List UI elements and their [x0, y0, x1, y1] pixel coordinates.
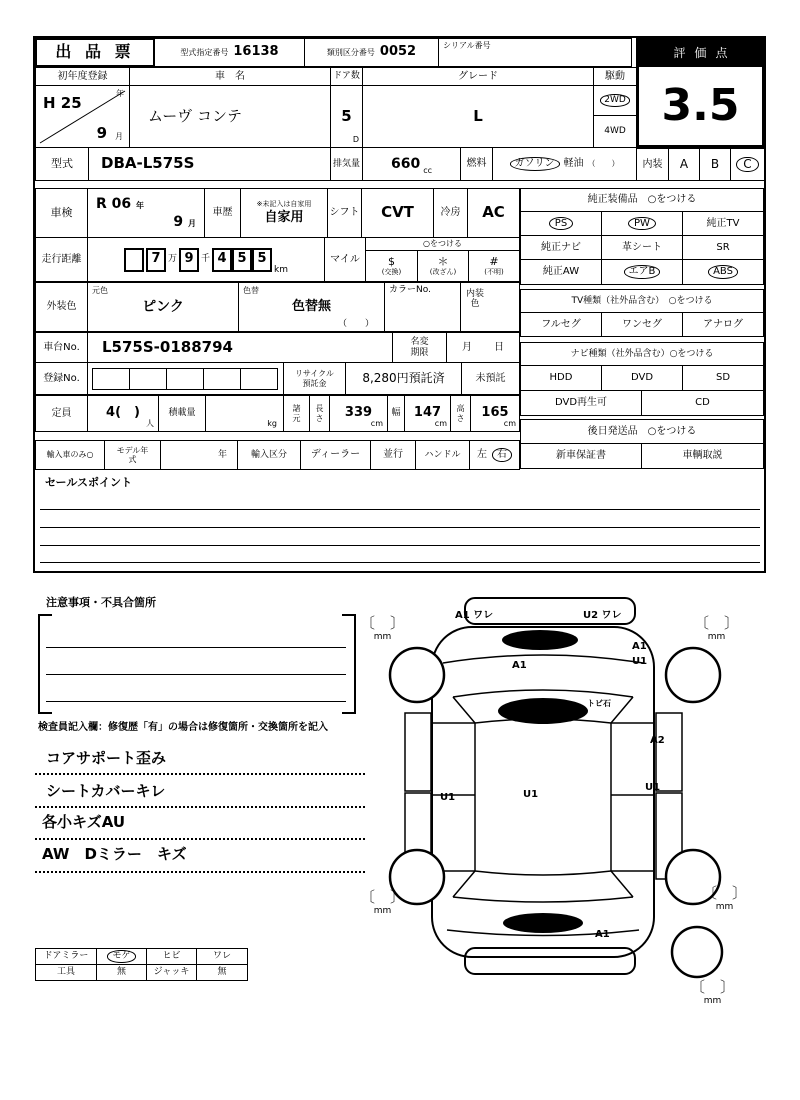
drive-header: 駆動	[593, 67, 637, 86]
inspector-item: AW Dミラー キズ	[42, 845, 187, 863]
fuel-label: 燃料	[460, 147, 493, 181]
damage-right-u1: U1	[632, 656, 648, 667]
sales-line	[40, 509, 760, 510]
class-code-label: 類別区分番号	[326, 47, 375, 57]
mirror-row-label: ドアミラー	[35, 948, 97, 965]
front-left-wheel	[390, 648, 444, 702]
first-reg-month-unit: 月	[115, 131, 123, 141]
mark-tampered: ＊ (改ざん)	[417, 250, 469, 282]
import-dealer: ディーラー	[300, 440, 371, 470]
shaken-label: 車検	[35, 188, 88, 238]
serial-cell	[438, 38, 632, 67]
interior-color-label: 内装色	[465, 289, 484, 310]
tools-none-1: 無	[96, 964, 147, 981]
displacement-unit: cc	[423, 165, 433, 175]
chassis-label: 車台No.	[35, 332, 88, 363]
mark-title-cell: ○をつける	[365, 237, 520, 251]
warranty-book: 新車保証書	[520, 443, 642, 469]
rear-shade	[503, 913, 583, 933]
import-only-label: 輸入車のみ○	[35, 440, 105, 470]
first-reg-year-unit: 年	[116, 89, 124, 98]
color-no-cell: カラーNo.	[384, 282, 461, 332]
interior-grade-a: A	[668, 148, 700, 181]
length-value: 339 cm	[329, 395, 388, 432]
right-front-panel	[656, 713, 682, 791]
fuel-paren: （ ）	[587, 159, 620, 169]
equip-tv: 純正TV	[682, 211, 764, 236]
ac-label: 冷房	[433, 188, 468, 238]
height-label: 高さ	[450, 395, 471, 432]
interior-color-cell	[460, 282, 520, 332]
odo-unit: km	[274, 264, 288, 275]
later-shipment-title: 後日発送品 ○をつける	[520, 419, 764, 444]
spec-label: 諸元	[283, 395, 310, 432]
caution-line	[46, 647, 346, 648]
equip-pw	[601, 211, 683, 236]
odo-sen: 千	[201, 254, 211, 265]
grade-cell: L	[362, 85, 594, 148]
score-value: 3.5	[661, 79, 740, 131]
navi-cd: CD	[641, 390, 764, 416]
circle-mark: モゲ	[107, 950, 135, 962]
circle-mark: 2WD	[600, 94, 630, 106]
import-type-label: 輸入区分	[237, 440, 301, 470]
equip-leather: 革シート	[601, 235, 683, 260]
load-label: 積載量	[158, 395, 206, 432]
inspector-item: シートカバーキレ	[46, 782, 166, 800]
mileage-label: 走行距離	[35, 237, 88, 282]
history-label: 車歴	[204, 188, 241, 238]
recycle-not-deposited: 未預託	[461, 362, 520, 395]
model-code-cell	[154, 38, 305, 67]
color-change-value: 色替無	[291, 298, 331, 314]
rename-deadline-label: 名変期限	[392, 332, 447, 363]
reg-box	[240, 368, 278, 390]
displacement-value: 660 cc	[362, 147, 461, 181]
odo-box: 9	[179, 248, 199, 272]
mm-bracket-top-right: 〔 〕 mm	[694, 614, 740, 642]
equip-airbag	[601, 259, 683, 285]
base-color-label: 元色	[92, 286, 108, 295]
drive-2wd-cell	[593, 85, 637, 116]
handle-label: ハンドル	[415, 440, 470, 470]
equip-abs	[682, 259, 764, 285]
page-title	[35, 38, 155, 67]
ext-color-label: 外装色	[35, 282, 88, 332]
import-parallel: 並行	[370, 440, 416, 470]
tv-analog: アナログ	[682, 312, 764, 337]
displacement-label: 排気量	[330, 147, 363, 181]
base-color-value: ピンク	[142, 298, 184, 315]
inspector-item: 各小キズAU	[42, 813, 126, 831]
inspector-item: コアサポート歪み	[46, 749, 167, 767]
damage-a1-ware: A1 ワレ	[455, 610, 494, 621]
sales-point-label: セールスポイント	[45, 476, 133, 489]
inspector-dotted-line	[35, 838, 365, 840]
inspector-dotted-line	[35, 773, 365, 775]
drive-4wd-cell: 4WD	[593, 115, 637, 148]
height-value: 165 cm	[470, 395, 520, 432]
class-code-value: 0052	[379, 44, 417, 60]
sales-line	[40, 562, 760, 563]
damage-a2: A2	[650, 735, 665, 746]
mark-unknown: # (不明)	[468, 250, 520, 282]
load-unit: kg	[267, 418, 277, 428]
model-value: DBA-L575S	[88, 147, 331, 181]
tv-oneseg: ワンセグ	[601, 312, 683, 337]
spare-tire	[672, 927, 722, 977]
rear-window-top	[475, 871, 611, 875]
history-note: ※未記入は自家用	[256, 200, 312, 208]
fuel-diesel: 軽油	[563, 158, 584, 170]
odo-box: 4	[212, 248, 232, 272]
tv-fullseg: フルセグ	[520, 312, 602, 337]
damage-hood-a1: A1	[512, 660, 527, 671]
front-shade	[502, 630, 578, 650]
mirror-moge	[96, 948, 147, 965]
rear-window-bottom	[453, 897, 633, 902]
recycle-label: リサイクル預託金	[283, 362, 346, 395]
navi-dvd-play: DVD再生可	[520, 390, 642, 416]
caution-bracket-left	[38, 614, 52, 714]
car-diagram	[355, 585, 765, 1035]
equip-navi: 純正ナビ	[520, 235, 602, 260]
inspector-dotted-line	[35, 806, 365, 808]
interior-grade-label: 内装	[636, 148, 669, 181]
shift-label: シフト	[327, 188, 362, 238]
circle-mark: エアB	[624, 265, 661, 279]
doors-cell: 5 D	[330, 85, 363, 148]
handle-left: 左	[477, 449, 487, 461]
doors-unit: D	[352, 134, 359, 144]
sales-line	[40, 545, 760, 546]
equip-ps	[520, 211, 602, 236]
tools-jack: ジャッキ	[146, 964, 197, 981]
navi-hdd: HDD	[520, 365, 602, 391]
serial-label: シリアル番号	[443, 41, 491, 50]
first-reg-cell	[35, 85, 130, 148]
circle-mark: C	[736, 157, 758, 173]
score-label: 評価点	[673, 46, 737, 61]
mm-bracket-bottom-left: 〔 〕 mm	[360, 888, 406, 916]
front-right-wheel	[666, 648, 720, 702]
navi-type-title: ナビ種類（社外品含む）○をつける	[520, 342, 764, 366]
caution-line	[46, 674, 346, 675]
ac-value: AC	[467, 188, 520, 238]
circle-mark: PW	[628, 217, 656, 231]
reg-box	[129, 368, 167, 390]
vehicle-manual: 車輌取説	[641, 443, 764, 469]
first-reg-month: 9	[96, 123, 107, 142]
fuel-cell	[492, 147, 637, 181]
damage-u1-left: U1	[440, 792, 456, 803]
color-change-paren: （ ）	[337, 318, 374, 329]
reg-box	[92, 368, 130, 390]
mirror-ware: ワレ	[196, 948, 248, 965]
model-label: 型式	[35, 147, 89, 181]
caution-label: 注意事項・不具合箇所	[46, 596, 156, 609]
load-cell	[205, 395, 284, 432]
reg-no-boxes	[87, 362, 284, 395]
odo-box: 7	[146, 248, 166, 272]
width-label: 幅	[387, 395, 405, 432]
recycle-deposited: 8,280円預託済	[345, 362, 462, 395]
model-year-label: モデル年式	[104, 440, 161, 470]
capacity-unit: 人	[146, 418, 154, 428]
rename-deadline-cell: 月 日	[446, 332, 520, 363]
history-cell	[240, 188, 328, 238]
capacity-label: 定員	[35, 395, 88, 432]
interior-grade-b: B	[699, 148, 731, 181]
handle-cell	[469, 440, 520, 470]
capacity-value: 4( ) 人	[87, 395, 159, 432]
color-change-label: 色替	[243, 286, 259, 295]
caution-bracket-right	[342, 614, 356, 714]
reg-box	[166, 368, 204, 390]
roof-sides	[475, 723, 611, 871]
class-code-cell	[304, 38, 439, 67]
mile-cell: マイル	[324, 237, 366, 282]
caution-line	[46, 701, 346, 702]
car-body-outline	[432, 627, 654, 957]
odo-man: 万	[167, 254, 177, 265]
grade-header: グレード	[362, 67, 594, 86]
odo-box: 5	[232, 248, 252, 272]
doors-header: ドア数	[330, 67, 363, 86]
hood-line	[443, 655, 643, 663]
damage-u1-right: U1	[645, 782, 661, 793]
color-change-cell	[238, 282, 385, 332]
model-code-label: 型式指定番号	[180, 47, 229, 57]
left-front-panel	[405, 713, 431, 791]
score-box	[636, 38, 765, 148]
navi-sd: SD	[682, 365, 764, 391]
mm-bracket-spare: 〔 〕 mm	[690, 978, 736, 1006]
mark-exchange: $ (交換)	[365, 250, 418, 282]
page-title-text: 出 品 票	[55, 42, 135, 62]
chassis-value: L575S-0188794	[87, 332, 393, 363]
navi-dvd: DVD	[601, 365, 683, 391]
shaken-cell: R 06 年 9 月	[87, 188, 205, 238]
history-value: 自家用	[264, 210, 304, 226]
first-reg-era: H 25	[43, 94, 82, 112]
circle-mark: PS	[549, 217, 573, 231]
circle-mark: 右	[492, 448, 512, 462]
odo-box: 5	[252, 248, 272, 272]
tools-none-2: 無	[196, 964, 248, 981]
damage-rear-a1: A1	[595, 929, 610, 940]
model-code-value: 16138	[233, 44, 279, 60]
first-reg-header: 初年度登録	[35, 67, 130, 86]
reg-no-label: 登録No.	[35, 362, 88, 395]
car-name-header: 車 名	[129, 67, 331, 86]
mm-bracket-bottom-right: 〔 〕 mm	[702, 884, 748, 912]
mm-bracket-top-left: 〔 〕 mm	[360, 614, 406, 642]
circle-mark: ガソリン	[510, 157, 560, 171]
tv-type-title: TV種類（社外品含む） ○をつける	[520, 289, 764, 313]
shift-value: CVT	[361, 188, 434, 238]
windshield-top	[453, 690, 633, 697]
interior-grade-c	[730, 148, 765, 181]
tools-row-label: 工具	[35, 964, 97, 981]
rear-bumper	[465, 948, 635, 974]
damage-u2-ware: U2 ワレ	[583, 610, 622, 621]
circle-mark: ABS	[708, 265, 738, 279]
odo-box-empty	[124, 248, 144, 272]
sales-line	[40, 527, 760, 528]
damage-right-a1: A1	[632, 641, 647, 652]
door-lines	[432, 723, 654, 871]
base-color-cell	[87, 282, 239, 332]
damage-u1-center: U1	[523, 789, 539, 800]
odometer-cell	[87, 237, 325, 282]
car-name-cell: ムーヴ コンテ	[129, 85, 331, 148]
equip-aw: 純正AW	[520, 259, 602, 285]
inspector-note: 検査員記入欄：修復歴「有」の場合は修復箇所・交換箇所を記入	[38, 722, 328, 733]
equip-sr: SR	[682, 235, 764, 260]
model-year-cell: 年	[160, 440, 238, 470]
equip-title: 純正装備品 ○をつける	[520, 188, 764, 212]
inspector-dotted-line	[35, 871, 365, 873]
width-value: 147 cm	[404, 395, 451, 432]
reg-box	[203, 368, 241, 390]
damage-stone: トビ石	[587, 699, 611, 708]
score-header	[639, 41, 762, 67]
length-label: 長さ	[309, 395, 330, 432]
mirror-hibi: ヒビ	[146, 948, 197, 965]
